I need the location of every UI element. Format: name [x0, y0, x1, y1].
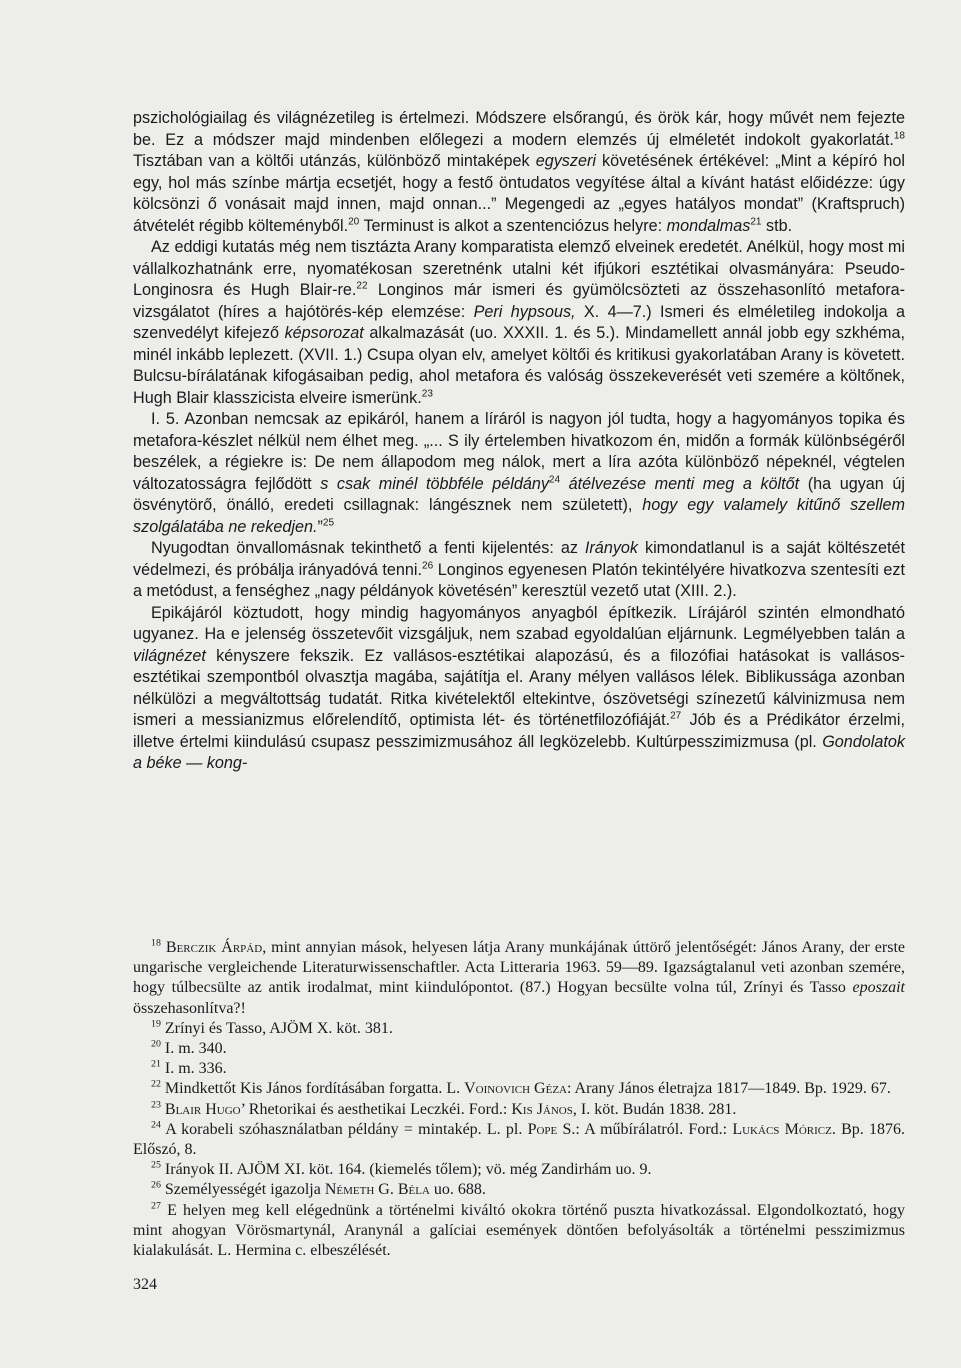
text-run: uo. 688.: [429, 1181, 486, 1199]
footnote: [133, 1059, 905, 1079]
text-run: Terminust is alkot a szentenciózus helyre:: [359, 216, 667, 235]
text-run: Tisztában van a költői utánzás, különböző mintaképek: [133, 152, 536, 170]
italic-text: eposzait: [852, 979, 905, 997]
footnote: [133, 1079, 905, 1099]
text-run: X. 4—7.) Ismeri és elméletileg indokolja a szenvedélyt kifejező: [133, 302, 905, 342]
text-run: . Bp. 1876. Előszó, 8.: [133, 1120, 906, 1159]
text-run: I. m. 336.: [160, 1060, 227, 1078]
author-name: Berczik Árpád: [165, 939, 263, 956]
italic-text: mondalmas: [666, 216, 751, 235]
text-run: stb.: [761, 216, 793, 235]
footnote-ref: 19: [151, 1018, 161, 1030]
footnote: [133, 1180, 905, 1200]
text-run: A korabeli szóhasználatban példány = mintakép. L. pl.: [160, 1120, 528, 1138]
text-run: E helyen meg kell elégednünk a történelmi kiváltó okokra történő puszta hivatkozással. Elgondolkoztató, hogy mint ahogyan Vörösmartynál, Aranynál a galíciai események döntően befolyásolták a történelmi pesszimizmus kialakulását. L. Hermina c. elbeszélését.: [133, 1201, 905, 1260]
footnote-ref: 25: [151, 1159, 161, 1171]
author-name: Blair Hugo: [164, 1100, 241, 1118]
text-run: , I. köt. Budán 1838. 281.: [572, 1100, 737, 1118]
footnote: [133, 1160, 905, 1180]
author-name: Németh: [324, 1181, 375, 1199]
footnote-ref: 20: [348, 216, 360, 228]
paragraph: [133, 409, 905, 538]
footnote-ref: 25: [322, 517, 335, 529]
footnote-ref: 21: [750, 216, 762, 228]
paragraph: [133, 108, 905, 237]
footnote-ref: 18: [151, 937, 161, 949]
text-run: Az eddigi kutatás még nem tisztázta Arany komparatista elemző elveinek eredetét. Anélkül, hogy most mi vállalkozhatnánk erre, nyomatékosan szeretnénk utalni két ifjúkori esztétikai olvasmányára: Pseudo-Longinosra és Hugh Blair-re.: [133, 238, 905, 299]
footnote-ref: 27: [151, 1200, 161, 1212]
author-name: Pope: [527, 1120, 558, 1138]
footnote-ref: 23: [421, 388, 433, 400]
footnote-ref: 22: [356, 280, 368, 292]
footnote-ref: 18: [893, 130, 905, 142]
text-run: összehasonlítva?!: [133, 999, 246, 1017]
page-number: 324: [133, 1276, 157, 1293]
italic-text: hogy egy valamely kitűnő szellem szolgálatába ne rekedjen.: [133, 496, 905, 536]
italic-text: átélvezése menti meg a költőt: [560, 474, 800, 493]
footnote: [133, 1120, 905, 1160]
main-text: [133, 108, 905, 775]
text-run: I. 5. Azonban nemcsak az epikáról, hanem a líráról is nagyon jól tudta, hogy a hagyományos topika és metafora-készlet nélkül nem élhet meg. „... S ily értelemben hivatkozom én, midőn a formák különbségéről beszélek, a régiekre is: De nem állapodom meg nálok, mert a líra azóta különböző népeknél, végtelen változatosságra fejlődött: [133, 410, 905, 493]
text-run: Longinos egyenesen Platón tekintélyére hivatkozva szentesíti ezt a metódust, a fenséghez „nagy példányok követésén” keresztül vezető utat (XIII. 2.).: [133, 560, 905, 600]
footnote-ref: 27: [670, 710, 682, 722]
italic-text: egyszeri: [535, 152, 596, 170]
text-run: G.: [374, 1181, 398, 1199]
text-run: Mindkettőt Kis János fordításában forgatta. L.: [160, 1080, 465, 1098]
text-run: kényszere fekszik. Ez vallásos-esztétikai alapozású, és a filozófiai hatásokat is vallásos-esztétikai szempontból olvasztja magába, sajátítja el. Arany mélyen vallásos lélek. Biblikussága azonban nélkülözi a megváltottság tudatát. Ritka kivételektől eltekintve, ószövetségi színezetű kálvinizmusa nem ismeri a messianizmus előrelendítő, optimista lét- és történetfilozófiáját.: [133, 646, 905, 729]
text-run: pszichológiailag és világnézetileg is értelmezi. Módszere elsőrangú, és örök kár, hogy művét nem fejezte be. Ez a módszer majd mindenben előlegezi a modern elemzés új elméletét indokolt gyakorlatát.: [133, 109, 905, 149]
italic-text: Irányok: [584, 539, 639, 557]
text-run: Jób és a Prédikátor érzelmi, illetve értelmi kiindulású csupasz pesszimizmusához áll legközelebb. Kultúrpesszimizmusa (pl.: [133, 711, 905, 751]
italic-text: Peri hypsous,: [473, 302, 576, 321]
author-name: Béla: [397, 1181, 430, 1199]
footnote-ref: 26: [422, 560, 434, 572]
text-run: kimondatlanul is a saját költészetét védelmezi, és próbálja irányadóvá tenni.: [133, 539, 905, 579]
author-name: Kis János: [511, 1100, 573, 1118]
footnote: [133, 1039, 905, 1059]
text-run: S.: A műbírálatról. Ford.:: [557, 1120, 733, 1138]
italic-text: képsorozat: [284, 324, 364, 342]
footnote-ref: 20: [151, 1038, 161, 1050]
footnotes: [133, 938, 905, 1261]
footnote-ref: 26: [151, 1180, 161, 1192]
text-run: (ha ugyan új ösvénytörő, önálló, eredeti csillagnak: lángésznek nem született),: [133, 474, 905, 514]
footnote: [133, 1100, 905, 1120]
footnote-ref: 21: [151, 1058, 161, 1070]
text-run: : Arany János életrajza 1817—1849. Bp. 1929. 67.: [566, 1080, 891, 1098]
text-run: I. m. 340.: [160, 1040, 227, 1058]
text-run: Epikájáról köztudott, hogy mindig hagyományos anyagból építkezik. Lírájáról szintén elmondható ugyanez. Ha e jelenség összetevőit vizsgáljuk, nem szabad egyoldalúan eljárnunk. Legmélyebben talán a: [133, 603, 905, 643]
text-run: Személyességét igazolja: [160, 1181, 325, 1199]
text-run: Nyugodtan önvallomásnak tekinthető a fenti kijelentés: az: [151, 539, 585, 557]
text-run: alkalmazását (uo. XXXII. 1. és 5.). Mindamellett annál jobb egy szkhéma, minél inkább leplezett. (XVII. 1.) Csupa olyan elv, amelyet költői és kritikusi gyakorlatában Arany is követett. Bulcsu-bírálatának kifogásaiban pedig, ahol metafora és valóság összekeverését veti szemére a költőnek, Hugh Blair klasszicista elveire ismerünk.: [133, 324, 905, 407]
footnote-ref: 24: [548, 474, 561, 486]
footnote: [133, 1201, 905, 1262]
footnote-ref: 22: [151, 1079, 161, 1091]
text-run: Zrínyi és Tasso, AJÖM X. köt. 381.: [160, 1019, 393, 1037]
paragraph: [133, 538, 905, 603]
paragraph: [133, 603, 905, 775]
italic-text: s csak minél többféle példány: [320, 474, 549, 493]
text-run: ”: [317, 517, 323, 536]
text-run: ’ Rhetorikai és aesthetikai Leczkéi. Ford.:: [240, 1100, 512, 1118]
footnote-ref: 24: [151, 1119, 161, 1131]
footnote: [133, 1019, 905, 1039]
text-run: Longinos már ismeri és gyümölcsözteti az összehasonlító metafora-vizsgálatot (híres a hajótörés-kép elemzése:: [133, 281, 905, 321]
footnote: [133, 938, 905, 1019]
author-name: Lukács Móricz: [732, 1120, 832, 1138]
text-run: Irányok II. AJÖM XI. köt. 164. (kiemelés tőlem); vö. még Zandirhám uo. 9.: [160, 1161, 652, 1179]
italic-text: világnézet: [133, 646, 206, 665]
text-run: követésének értékével: „Mint a képíró hol egy, hol más színbe mártja ecsetjét, hogy a festő öntudatos vegyítése által a kívánt hatást előidézze: úgy kölcsönzi ő vonásait majd innen, majd onnan...” Megengedi az „egyes hatályos mondat” (Kraftspruch) átvételét régibb költeményből.: [133, 152, 905, 235]
footnote-ref: 23: [151, 1099, 161, 1111]
author-name: Voinovich Géza: [464, 1080, 567, 1098]
text-run: , mint annyian mások, helyesen látja Arany munkájának úttörő jelentőségét: János Arany, der erste ungarische vergleichende Literaturwissenschaftler. Acta Litteraria 1963. 59—89. Igazságtalanul veti azonban szemére, hogy túlbecsülte az antik irodalmat, mint kiindulópontot. (87.) Hogyan becsülte volna túl, Zrínyi és Tasso: [133, 939, 905, 997]
paragraph: [133, 237, 905, 409]
italic-text: Gondolatok a béke — kong-: [133, 732, 905, 772]
